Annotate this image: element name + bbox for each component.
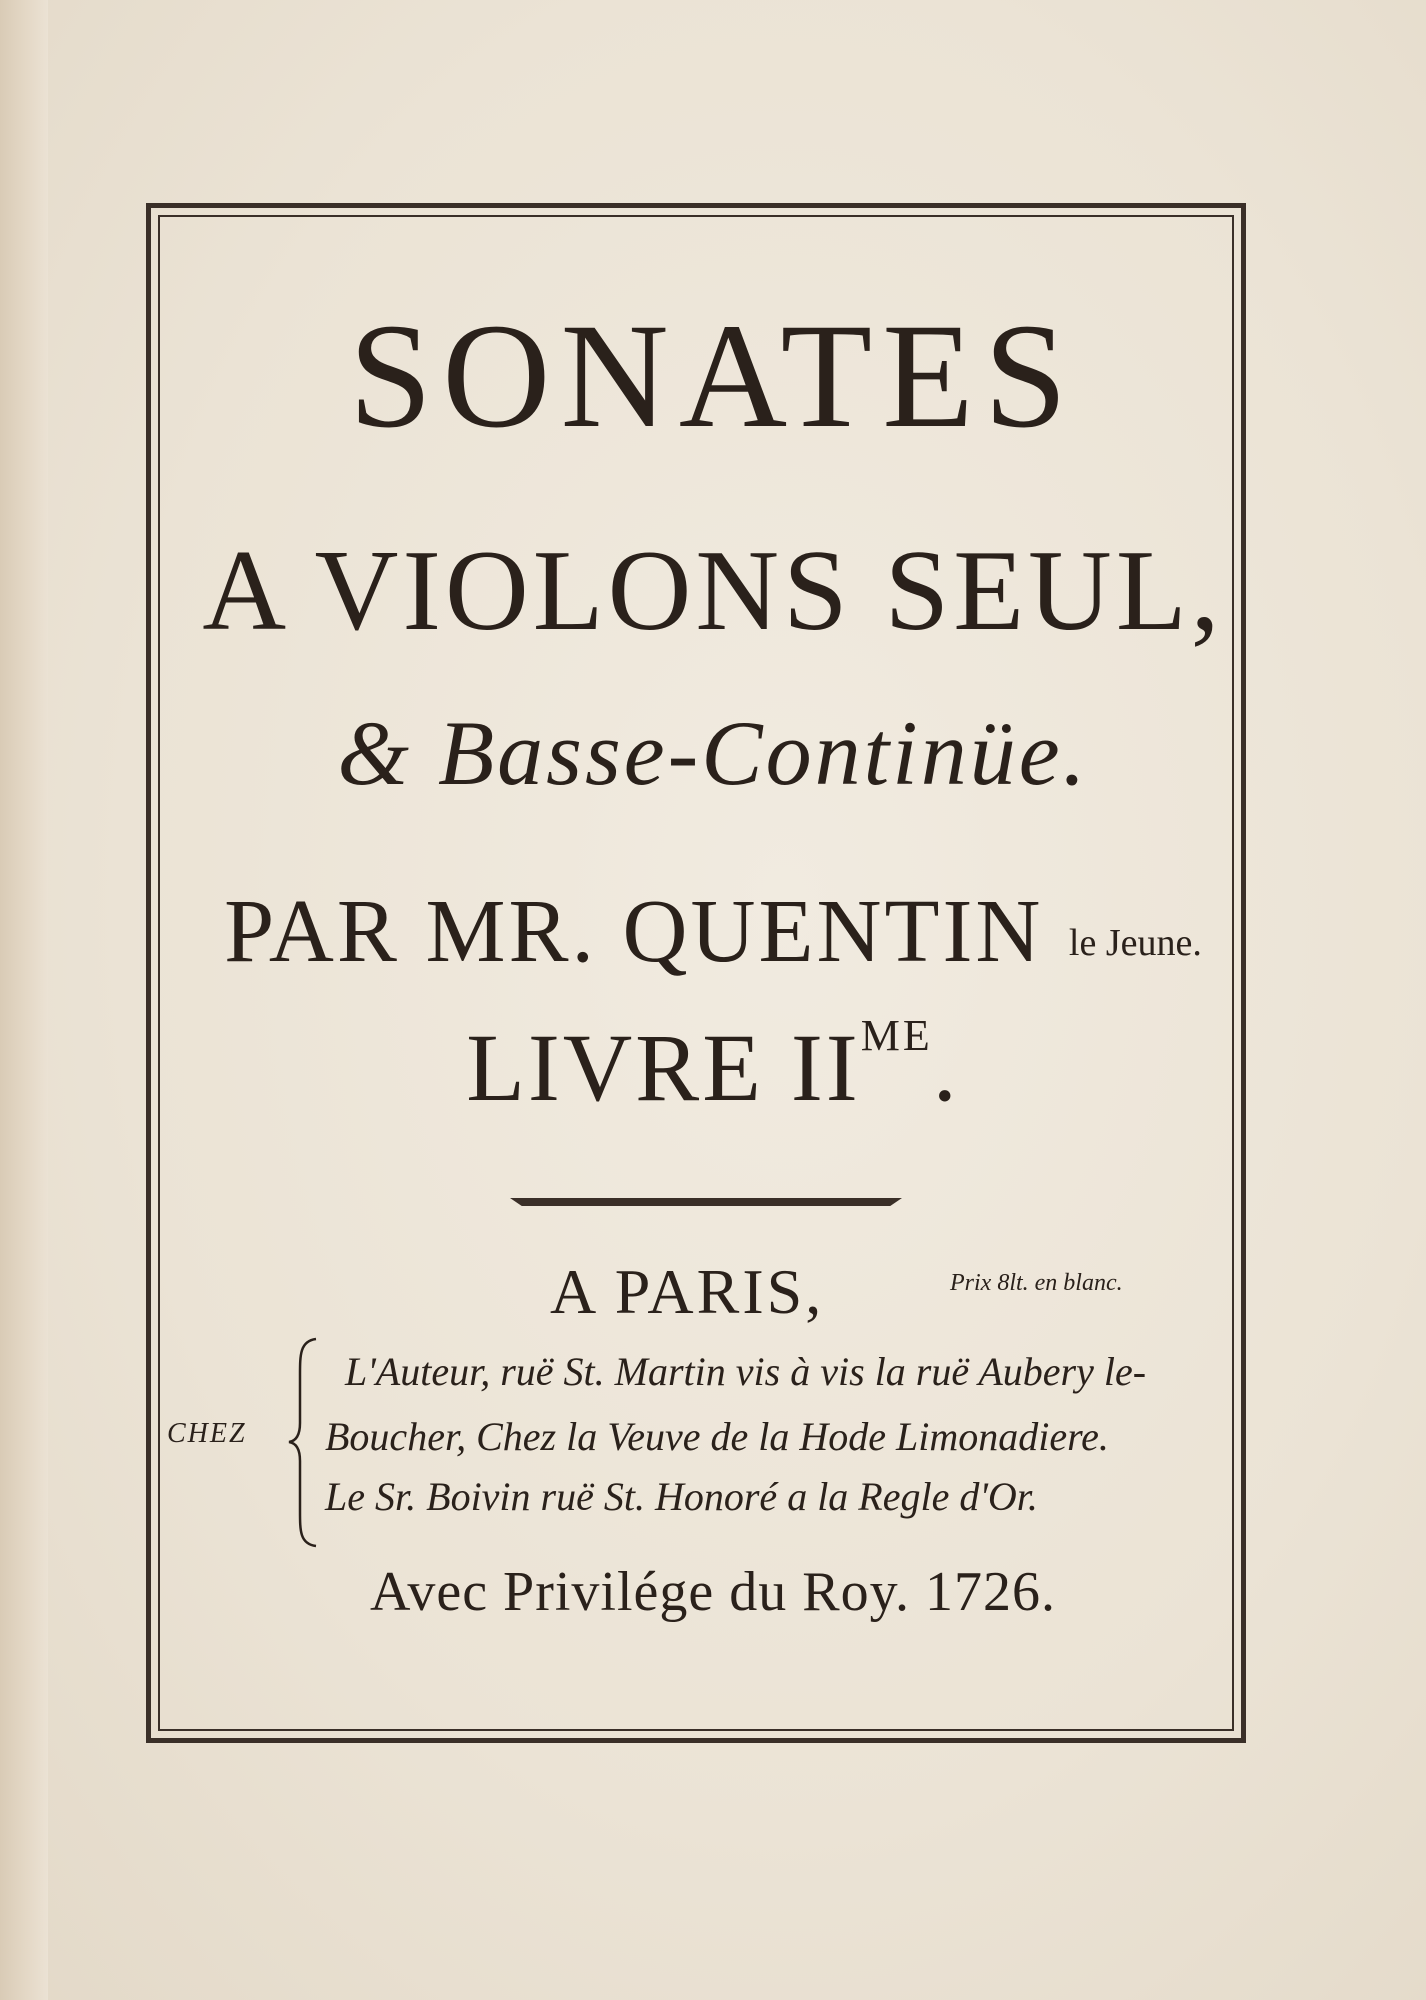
subtitle-line-1: A VIOLONS SEUL, (202, 527, 1224, 655)
address-line-3: Le Sr. Boivin ruë St. Honoré a la Regle d'Or. (325, 1474, 1038, 1519)
volume-superscript: ME (860, 1011, 933, 1060)
volume-end: . (932, 1014, 960, 1121)
volume-label: LIVRE II (466, 1014, 861, 1121)
author-title: MR. (425, 882, 598, 981)
price-note: Prix 8lt. en blanc. (950, 1270, 1123, 1296)
address-line-2: Boucher, Chez la Veuve de la Hode Limonadiere. (325, 1414, 1109, 1459)
author-prefix: PAR (224, 882, 400, 981)
privilege-line: Avec Privilége du Roy. 1726. (370, 1561, 1056, 1623)
author-line (0, 880, 1426, 983)
volume-line (0, 1010, 1426, 1123)
curly-brace-icon (286, 1335, 320, 1550)
address-line-1: L'Auteur, ruë St. Martin vis à vis la ruë Aubery le- (345, 1349, 1147, 1394)
decorative-rule (510, 1198, 902, 1206)
author-name: QUENTIN (622, 882, 1044, 981)
author-suffix: le Jeune. (1068, 922, 1202, 964)
chez-label: CHEZ (167, 1418, 247, 1449)
imprint-place: A PARIS, (550, 1256, 825, 1327)
page-title: SONATES (348, 293, 1078, 459)
subtitle-line-2: & Basse-Continüe. (337, 702, 1089, 804)
